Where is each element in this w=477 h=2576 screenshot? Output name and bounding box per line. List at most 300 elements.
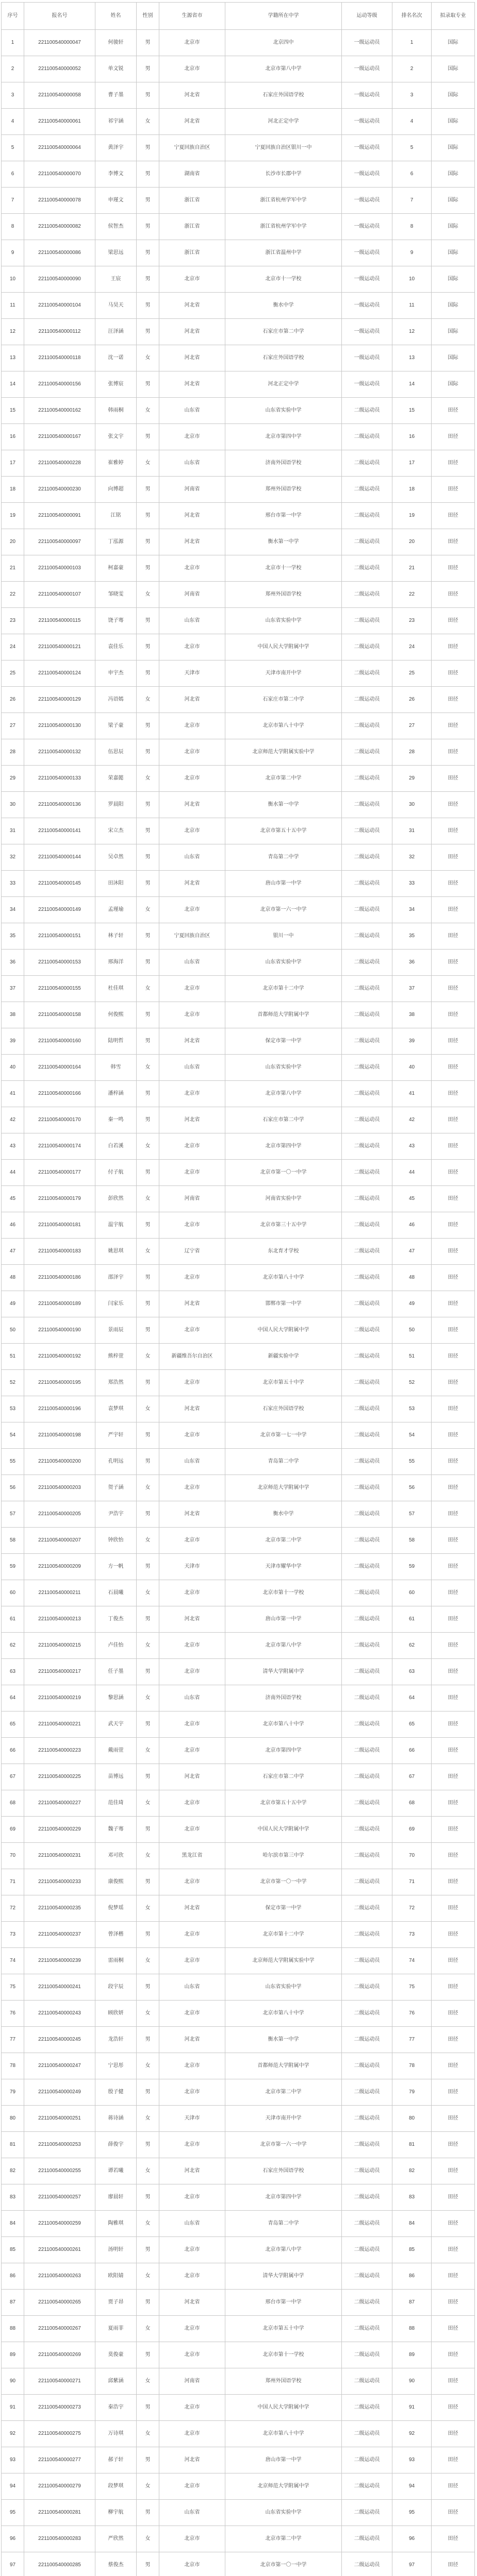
cell-index: 21 xyxy=(2,555,24,582)
cell-school: 河南省实验中学 xyxy=(225,1186,342,1212)
cell-province: 北京市 xyxy=(159,1133,225,1160)
cell-rank: 2 xyxy=(392,56,432,82)
cell-school: 北京市第八十中学 xyxy=(225,2421,342,2447)
cell-index: 50 xyxy=(2,1317,24,1344)
cell-registration-no: 221100540000211 xyxy=(24,1580,95,1606)
table-row xyxy=(2,1501,475,1528)
cell-major: 田径 xyxy=(432,950,475,976)
cell-province: 河南省 xyxy=(159,582,225,608)
header-major: 拟录取专业 xyxy=(432,3,475,30)
cell-index: 1 xyxy=(2,30,24,56)
cell-school: 石家庄市第二中学 xyxy=(225,1764,342,1790)
cell-gender: 男 xyxy=(137,424,159,450)
cell-rank: 67 xyxy=(392,1764,432,1790)
cell-rank: 10 xyxy=(392,266,432,293)
cell-gender: 女 xyxy=(137,1790,159,1817)
cell-name: 莫俊豪 xyxy=(95,2342,137,2368)
cell-major: 田径 xyxy=(432,897,475,923)
cell-province: 河北省 xyxy=(159,1028,225,1055)
cell-sport-level: 二级运动员 xyxy=(342,897,392,923)
cell-index: 32 xyxy=(2,844,24,871)
cell-registration-no: 221100540000281 xyxy=(24,2500,95,2526)
cell-name: 闫家乐 xyxy=(95,1291,137,1317)
cell-province: 北京市 xyxy=(159,713,225,739)
cell-school: 青岛第二中学 xyxy=(225,2211,342,2237)
cell-registration-no: 221100540000195 xyxy=(24,1370,95,1396)
cell-major: 国际 xyxy=(432,161,475,188)
header-sport-level: 运动等级 xyxy=(342,3,392,30)
cell-registration-no: 221100540000249 xyxy=(24,2079,95,2106)
cell-rank: 91 xyxy=(392,2395,432,2421)
cell-rank: 14 xyxy=(392,371,432,398)
table-row xyxy=(2,1922,475,1948)
cell-rank: 36 xyxy=(392,950,432,976)
cell-registration-no: 221100540000078 xyxy=(24,188,95,214)
cell-major: 田径 xyxy=(432,818,475,844)
cell-major: 田径 xyxy=(432,1133,475,1160)
cell-name: 武天宇 xyxy=(95,1711,137,1738)
cell-registration-no: 221100540000233 xyxy=(24,1869,95,1895)
cell-registration-no: 221100540000190 xyxy=(24,1317,95,1344)
cell-registration-no: 221100540000215 xyxy=(24,1633,95,1659)
cell-registration-no: 221100540000097 xyxy=(24,529,95,555)
cell-gender: 男 xyxy=(137,2447,159,2473)
table-row xyxy=(2,608,475,634)
cell-province: 北京市 xyxy=(159,1212,225,1239)
cell-name: 段梦琪 xyxy=(95,2473,137,2500)
cell-index: 48 xyxy=(2,1265,24,1291)
cell-school: 保定市第一中学 xyxy=(225,1028,342,1055)
cell-province: 北京市 xyxy=(159,1317,225,1344)
cell-province: 天津市 xyxy=(159,2106,225,2132)
cell-gender: 男 xyxy=(137,1265,159,1291)
cell-index: 37 xyxy=(2,976,24,1002)
table-header-row xyxy=(2,3,475,30)
cell-major: 田径 xyxy=(432,2473,475,2500)
cell-name: 柳宇航 xyxy=(95,2500,137,2526)
cell-rank: 96 xyxy=(392,2526,432,2552)
cell-index: 55 xyxy=(2,1449,24,1475)
cell-rank: 54 xyxy=(392,1422,432,1449)
cell-index: 18 xyxy=(2,477,24,503)
cell-major: 国际 xyxy=(432,82,475,109)
cell-index: 22 xyxy=(2,582,24,608)
cell-major: 田径 xyxy=(432,2132,475,2158)
cell-sport-level: 二级运动员 xyxy=(342,1501,392,1528)
table-row xyxy=(2,582,475,608)
cell-name: 何骏轩 xyxy=(95,30,137,56)
cell-rank: 8 xyxy=(392,214,432,240)
cell-province: 河南省 xyxy=(159,1186,225,1212)
cell-name: 夏雨菲 xyxy=(95,2316,137,2342)
table-row xyxy=(2,1895,475,1922)
cell-index: 77 xyxy=(2,2027,24,2053)
cell-major: 田径 xyxy=(432,1528,475,1554)
cell-gender: 男 xyxy=(137,2342,159,2368)
cell-school: 北京市第二中学 xyxy=(225,1528,342,1554)
cell-rank: 53 xyxy=(392,1396,432,1422)
cell-name: 王宸 xyxy=(95,266,137,293)
cell-school: 唐山市第一中学 xyxy=(225,2447,342,2473)
cell-rank: 83 xyxy=(392,2184,432,2211)
cell-index: 71 xyxy=(2,1869,24,1895)
cell-name: 蔡俊杰 xyxy=(95,2552,137,2576)
cell-major: 田径 xyxy=(432,2184,475,2211)
cell-sport-level: 二级运动员 xyxy=(342,2237,392,2263)
cell-province: 北京市 xyxy=(159,1475,225,1501)
cell-major: 田径 xyxy=(432,1843,475,1869)
cell-major: 田径 xyxy=(432,582,475,608)
cell-rank: 51 xyxy=(392,1344,432,1370)
cell-registration-no: 221100540000091 xyxy=(24,503,95,529)
cell-registration-no: 221100540000196 xyxy=(24,1396,95,1422)
cell-sport-level: 二级运动员 xyxy=(342,477,392,503)
cell-sport-level: 二级运动员 xyxy=(342,2290,392,2316)
cell-school: 北京师范大学附属实验中学 xyxy=(225,739,342,766)
cell-sport-level: 二级运动员 xyxy=(342,2263,392,2290)
cell-major: 田径 xyxy=(432,1107,475,1133)
cell-index: 91 xyxy=(2,2395,24,2421)
cell-rank: 80 xyxy=(392,2106,432,2132)
cell-registration-no: 221100540000263 xyxy=(24,2263,95,2290)
cell-index: 93 xyxy=(2,2447,24,2473)
cell-school: 北京师范大学附属中学 xyxy=(225,1475,342,1501)
header-province: 生源省市 xyxy=(159,3,225,30)
cell-index: 53 xyxy=(2,1396,24,1422)
table-row xyxy=(2,2552,475,2576)
cell-gender: 男 xyxy=(137,293,159,319)
cell-rank: 4 xyxy=(392,109,432,135)
cell-index: 17 xyxy=(2,450,24,477)
cell-school: 北京市第八中学 xyxy=(225,1081,342,1107)
cell-sport-level: 二级运动员 xyxy=(342,818,392,844)
cell-rank: 68 xyxy=(392,1790,432,1817)
cell-gender: 男 xyxy=(137,2237,159,2263)
cell-registration-no: 221100540000223 xyxy=(24,1738,95,1764)
cell-major: 田径 xyxy=(432,766,475,792)
cell-registration-no: 221100540000200 xyxy=(24,1449,95,1475)
cell-province: 北京市 xyxy=(159,818,225,844)
cell-rank: 33 xyxy=(392,871,432,897)
cell-major: 田径 xyxy=(432,713,475,739)
cell-school: 北京师范大学附属中学 xyxy=(225,2473,342,2500)
cell-name: 宋立杰 xyxy=(95,818,137,844)
cell-rank: 34 xyxy=(392,897,432,923)
cell-major: 田径 xyxy=(432,844,475,871)
cell-name: 段宇辰 xyxy=(95,1974,137,2001)
cell-rank: 20 xyxy=(392,529,432,555)
cell-school: 石家庄外国语学校 xyxy=(225,2158,342,2184)
cell-province: 河北省 xyxy=(159,1291,225,1317)
cell-rank: 58 xyxy=(392,1528,432,1554)
cell-gender: 女 xyxy=(137,976,159,1002)
cell-rank: 12 xyxy=(392,319,432,345)
table-row xyxy=(2,266,475,293)
table-row xyxy=(2,161,475,188)
cell-major: 国际 xyxy=(432,214,475,240)
cell-school: 天津市南开中学 xyxy=(225,2106,342,2132)
cell-major: 田径 xyxy=(432,1370,475,1396)
cell-rank: 46 xyxy=(392,1212,432,1239)
table-row xyxy=(2,293,475,319)
cell-school: 浙江省杭州学军中学 xyxy=(225,214,342,240)
table-body xyxy=(2,30,475,2576)
cell-registration-no: 221100540000237 xyxy=(24,1922,95,1948)
cell-rank: 35 xyxy=(392,923,432,950)
cell-registration-no: 221100540000061 xyxy=(24,109,95,135)
cell-registration-no: 221100540000174 xyxy=(24,1133,95,1160)
cell-registration-no: 221100540000158 xyxy=(24,1002,95,1028)
cell-gender: 男 xyxy=(137,56,159,82)
cell-registration-no: 221100540000228 xyxy=(24,450,95,477)
table-row xyxy=(2,371,475,398)
cell-rank: 62 xyxy=(392,1633,432,1659)
table-row xyxy=(2,1633,475,1659)
cell-gender: 男 xyxy=(137,2500,159,2526)
cell-registration-no: 221100540000162 xyxy=(24,398,95,424)
cell-school: 济南外国语学校 xyxy=(225,1685,342,1711)
cell-province: 北京市 xyxy=(159,1160,225,1186)
cell-sport-level: 二级运动员 xyxy=(342,1002,392,1028)
cell-gender: 男 xyxy=(137,1370,159,1396)
cell-sport-level: 二级运动员 xyxy=(342,1711,392,1738)
cell-school: 保定市第一中学 xyxy=(225,1895,342,1922)
cell-index: 62 xyxy=(2,1633,24,1659)
cell-province: 浙江省 xyxy=(159,214,225,240)
cell-index: 14 xyxy=(2,371,24,398)
table-row xyxy=(2,2342,475,2368)
cell-province: 山东省 xyxy=(159,1055,225,1081)
cell-rank: 90 xyxy=(392,2368,432,2395)
cell-registration-no: 221100540000207 xyxy=(24,1528,95,1554)
cell-school: 山东省实验中学 xyxy=(225,950,342,976)
cell-school: 北京市第一六一中学 xyxy=(225,2132,342,2158)
cell-registration-no: 221100540000107 xyxy=(24,582,95,608)
cell-province: 新疆维吾尔自治区 xyxy=(159,1344,225,1370)
cell-gender: 男 xyxy=(137,319,159,345)
cell-name: 钟欣怡 xyxy=(95,1528,137,1554)
cell-sport-level: 二级运动员 xyxy=(342,1422,392,1449)
cell-major: 田径 xyxy=(432,398,475,424)
cell-rank: 75 xyxy=(392,1974,432,2001)
cell-sport-level: 二级运动员 xyxy=(342,1449,392,1475)
table-row xyxy=(2,1002,475,1028)
cell-index: 13 xyxy=(2,345,24,371)
cell-major: 田径 xyxy=(432,1475,475,1501)
cell-gender: 男 xyxy=(137,2395,159,2421)
cell-major: 国际 xyxy=(432,188,475,214)
cell-gender: 女 xyxy=(137,2421,159,2447)
cell-province: 山东省 xyxy=(159,950,225,976)
cell-rank: 95 xyxy=(392,2500,432,2526)
cell-gender: 女 xyxy=(137,582,159,608)
cell-gender: 男 xyxy=(137,792,159,818)
cell-rank: 82 xyxy=(392,2158,432,2184)
cell-province: 黑龙江省 xyxy=(159,1843,225,1869)
cell-gender: 女 xyxy=(137,1738,159,1764)
cell-name: 张博宸 xyxy=(95,371,137,398)
cell-gender: 男 xyxy=(137,1002,159,1028)
table-row xyxy=(2,1528,475,1554)
cell-registration-no: 221100540000052 xyxy=(24,56,95,82)
cell-registration-no: 221100540000132 xyxy=(24,739,95,766)
cell-index: 41 xyxy=(2,1081,24,1107)
cell-province: 河北省 xyxy=(159,792,225,818)
cell-registration-no: 221100540000261 xyxy=(24,2237,95,2263)
cell-name: 汤明轩 xyxy=(95,2237,137,2263)
cell-rank: 27 xyxy=(392,713,432,739)
cell-rank: 69 xyxy=(392,1817,432,1843)
cell-index: 10 xyxy=(2,266,24,293)
cell-registration-no: 221100540000219 xyxy=(24,1685,95,1711)
cell-major: 国际 xyxy=(432,345,475,371)
cell-sport-level: 二级运动员 xyxy=(342,1659,392,1685)
cell-school: 山东省实验中学 xyxy=(225,398,342,424)
cell-rank: 40 xyxy=(392,1055,432,1081)
cell-gender: 男 xyxy=(137,844,159,871)
cell-sport-level: 二级运动员 xyxy=(342,2106,392,2132)
cell-gender: 男 xyxy=(137,1711,159,1738)
cell-school: 邢台市第一中学 xyxy=(225,2290,342,2316)
cell-sport-level: 二级运动员 xyxy=(342,1186,392,1212)
cell-index: 68 xyxy=(2,1790,24,1817)
table-row xyxy=(2,1055,475,1081)
cell-gender: 男 xyxy=(137,1974,159,2001)
table-row xyxy=(2,897,475,923)
cell-major: 田径 xyxy=(432,2001,475,2027)
cell-gender: 女 xyxy=(137,1475,159,1501)
header-school: 学籍所在中学 xyxy=(225,3,342,30)
cell-sport-level: 二级运动员 xyxy=(342,792,392,818)
cell-province: 河北省 xyxy=(159,871,225,897)
cell-major: 田径 xyxy=(432,2211,475,2237)
cell-registration-no: 221100540000156 xyxy=(24,371,95,398)
cell-name: 孟瑾瑜 xyxy=(95,897,137,923)
table-row xyxy=(2,1843,475,1869)
cell-gender: 男 xyxy=(137,1212,159,1239)
cell-gender: 女 xyxy=(137,2526,159,2552)
table-row xyxy=(2,188,475,214)
cell-province: 北京市 xyxy=(159,1738,225,1764)
cell-school: 北京市第二中学 xyxy=(225,2526,342,2552)
table-row xyxy=(2,56,475,82)
header-gender: 性别 xyxy=(137,3,159,30)
cell-province: 北京市 xyxy=(159,1002,225,1028)
cell-sport-level: 一级运动员 xyxy=(342,82,392,109)
cell-gender: 男 xyxy=(137,161,159,188)
cell-province: 北京市 xyxy=(159,2552,225,2576)
cell-rank: 6 xyxy=(392,161,432,188)
cell-province: 山东省 xyxy=(159,844,225,871)
cell-major: 田径 xyxy=(432,1580,475,1606)
cell-major: 田径 xyxy=(432,1081,475,1107)
cell-gender: 男 xyxy=(137,2079,159,2106)
cell-sport-level: 二级运动员 xyxy=(342,1317,392,1344)
cell-gender: 男 xyxy=(137,2027,159,2053)
cell-rank: 92 xyxy=(392,2421,432,2447)
cell-registration-no: 221100540000124 xyxy=(24,660,95,687)
admission-table-sheet xyxy=(1,2,474,2576)
cell-province: 天津市 xyxy=(159,660,225,687)
table-row xyxy=(2,950,475,976)
cell-registration-no: 221100540000121 xyxy=(24,634,95,660)
cell-province: 北京市 xyxy=(159,1817,225,1843)
cell-school: 唐山市第一中学 xyxy=(225,1606,342,1633)
table-row xyxy=(2,1764,475,1790)
cell-index: 67 xyxy=(2,1764,24,1790)
cell-rank: 43 xyxy=(392,1133,432,1160)
cell-sport-level: 一级运动员 xyxy=(342,135,392,161)
cell-rank: 66 xyxy=(392,1738,432,1764)
cell-name: 白若溪 xyxy=(95,1133,137,1160)
cell-province: 北京市 xyxy=(159,634,225,660)
cell-school: 北京市第十二中学 xyxy=(225,1922,342,1948)
cell-index: 69 xyxy=(2,1817,24,1843)
cell-province: 天津市 xyxy=(159,1554,225,1580)
cell-index: 79 xyxy=(2,2079,24,2106)
table-row xyxy=(2,1265,475,1291)
cell-province: 北京市 xyxy=(159,555,225,582)
cell-gender: 女 xyxy=(137,2316,159,2342)
cell-major: 国际 xyxy=(432,135,475,161)
cell-gender: 男 xyxy=(137,1160,159,1186)
cell-index: 92 xyxy=(2,2421,24,2447)
cell-school: 北京市第十一学校 xyxy=(225,1580,342,1606)
table-row xyxy=(2,555,475,582)
cell-rank: 1 xyxy=(392,30,432,56)
cell-major: 田径 xyxy=(432,2342,475,2368)
cell-sport-level: 二级运动员 xyxy=(342,844,392,871)
cell-gender: 女 xyxy=(137,897,159,923)
cell-rank: 11 xyxy=(392,293,432,319)
cell-major: 田径 xyxy=(432,1344,475,1370)
cell-gender: 男 xyxy=(137,1028,159,1055)
cell-index: 11 xyxy=(2,293,24,319)
table-row xyxy=(2,2079,475,2106)
cell-gender: 女 xyxy=(137,1344,159,1370)
cell-name: 邹晓雯 xyxy=(95,582,137,608)
cell-province: 北京市 xyxy=(159,2473,225,2500)
cell-name: 祁宇涵 xyxy=(95,109,137,135)
cell-rank: 22 xyxy=(392,582,432,608)
cell-name: 顾欣妍 xyxy=(95,2001,137,2027)
cell-name: 陶雅琪 xyxy=(95,2211,137,2237)
cell-index: 40 xyxy=(2,1055,24,1081)
cell-school: 北京市第一〇一中学 xyxy=(225,1869,342,1895)
cell-index: 66 xyxy=(2,1738,24,1764)
cell-index: 19 xyxy=(2,503,24,529)
cell-name: 荣嘉懿 xyxy=(95,766,137,792)
cell-major: 田径 xyxy=(432,792,475,818)
cell-name: 何俊熙 xyxy=(95,1002,137,1028)
cell-name: 温宇航 xyxy=(95,1212,137,1239)
cell-major: 田径 xyxy=(432,1186,475,1212)
cell-school: 石家庄市第二中学 xyxy=(225,319,342,345)
table-row xyxy=(2,109,475,135)
cell-registration-no: 221100540000090 xyxy=(24,266,95,293)
cell-province: 河北省 xyxy=(159,1107,225,1133)
cell-province: 山东省 xyxy=(159,608,225,634)
cell-rank: 23 xyxy=(392,608,432,634)
cell-major: 田径 xyxy=(432,1396,475,1422)
cell-gender: 男 xyxy=(137,240,159,266)
cell-province: 河北省 xyxy=(159,109,225,135)
cell-registration-no: 221100540000070 xyxy=(24,161,95,188)
cell-name: 谭若曦 xyxy=(95,2158,137,2184)
cell-sport-level: 二级运动员 xyxy=(342,2500,392,2526)
cell-school: 唐山市第一中学 xyxy=(225,871,342,897)
cell-registration-no: 221100540000247 xyxy=(24,2053,95,2079)
